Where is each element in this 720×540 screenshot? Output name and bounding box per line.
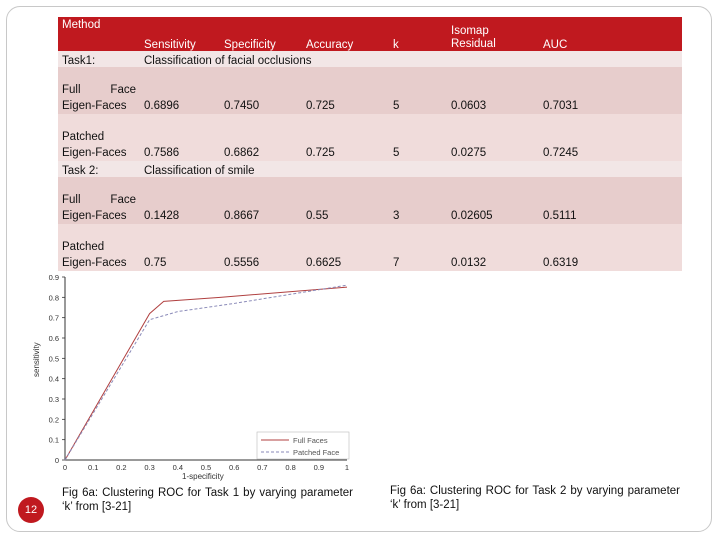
- x-tick-label: 0.3: [144, 463, 155, 472]
- header-sensitivity: Sensitivity: [140, 17, 220, 51]
- table-cell: 7: [389, 224, 447, 271]
- table-row: [58, 177, 682, 224]
- method-cell: Full Face Eigen-Faces: [58, 67, 140, 114]
- table-cell: 0.7245: [539, 114, 682, 161]
- header-accuracy: Accuracy: [302, 17, 389, 51]
- x-tick-label: 0.5: [200, 463, 212, 472]
- task-label: Task 2:: [58, 161, 140, 177]
- x-tick-label: 0.1: [87, 463, 99, 472]
- x-tick-label: 0.4: [172, 463, 184, 472]
- header-isomap-residual: Isomap Residual: [447, 17, 539, 51]
- table-cell: 0.6319: [539, 224, 682, 271]
- table-cell: 0.8667: [220, 177, 302, 224]
- header-k: k: [389, 17, 447, 51]
- table-cell: 3: [389, 177, 447, 224]
- task-title: Classification of facial occlusions: [140, 51, 682, 67]
- header-method: Method: [58, 17, 140, 51]
- task-label: Task1:: [58, 51, 140, 67]
- table-row: [58, 67, 682, 114]
- x-tick-label: 0.6: [228, 463, 240, 472]
- y-tick-label: 0.6: [48, 334, 59, 343]
- legend-label: Patched Face: [293, 448, 340, 457]
- table-cell: 0.7586: [140, 114, 220, 161]
- table-cell: 0.7450: [220, 67, 302, 114]
- table-cell: 0.7031: [539, 67, 682, 114]
- method-cell: Patched Eigen-Faces: [58, 224, 140, 271]
- y-tick-label: 0.1: [48, 435, 59, 445]
- legend: [257, 432, 349, 459]
- x-tick-label: 0.8: [285, 463, 296, 472]
- method-cell: Patched Eigen-Faces: [58, 114, 140, 161]
- task-title: Classification of smile: [140, 161, 682, 177]
- table-cell: 0.02605: [447, 177, 539, 224]
- table-cell: 0.1428: [140, 177, 220, 224]
- table-cell: 0.0275: [447, 114, 539, 161]
- table-cell: 0.725: [302, 114, 389, 161]
- y-tick-label: 0.9: [48, 273, 59, 282]
- table-row: [58, 114, 682, 161]
- table-header-row: [58, 17, 682, 51]
- table-cell: 0.6862: [220, 114, 302, 161]
- x-tick-label: 0.2: [116, 463, 127, 472]
- y-tick-label: 0.2: [48, 415, 59, 425]
- results-table: [58, 17, 682, 271]
- header-specificity: Specificity: [220, 17, 302, 51]
- table-cell: 5: [389, 114, 447, 161]
- table-cell: 5: [389, 67, 447, 114]
- legend-label: Full Faces: [293, 436, 328, 445]
- table-cell: 0.0603: [447, 67, 539, 114]
- y-tick-label: 0.4: [48, 374, 59, 384]
- task-row: [58, 161, 682, 177]
- x-tick-label: 0.7: [257, 463, 268, 472]
- task-row: [58, 51, 682, 67]
- x-tick-label: 1: [344, 463, 350, 472]
- y-tick-label: 0.5: [48, 354, 59, 364]
- caption-task2: Fig 6a: Clustering ROC for Task 2 by varying parameter ‘k’ from [3-21]: [390, 485, 680, 511]
- table-cell: 0.5111: [539, 177, 682, 224]
- table-cell: 0.725: [302, 67, 389, 114]
- table-row: [58, 224, 682, 271]
- table-cell: 0.75: [140, 224, 220, 271]
- roc-chart: [25, 267, 365, 472]
- table-cell: 0.5556: [220, 224, 302, 271]
- method-cell: Full Face Eigen-Faces: [58, 177, 140, 224]
- x-tick-label: 0.9: [313, 463, 325, 472]
- table-cell: 0.6896: [140, 67, 220, 114]
- x-tick-label: 0: [62, 463, 68, 472]
- caption-task1: Fig 6a: Clustering ROC for Task 1 by varying parameter ‘k’ from [3-21]: [62, 487, 353, 513]
- slide-number: 12: [18, 497, 44, 523]
- header-auc: AUC: [539, 17, 682, 51]
- table-cell: 0.6625: [302, 224, 389, 271]
- table-cell: 0.55: [302, 177, 389, 224]
- y-tick-label: 0.3: [48, 395, 59, 404]
- y-tick-label: 0: [54, 456, 59, 465]
- table-cell: 0.0132: [447, 224, 539, 271]
- x-axis-label: 1-specificity: [182, 472, 224, 481]
- y-tick-label: 0.7: [48, 313, 59, 323]
- y-axis-label: sensitivity: [32, 342, 41, 377]
- y-tick-label: 0.8: [48, 293, 59, 303]
